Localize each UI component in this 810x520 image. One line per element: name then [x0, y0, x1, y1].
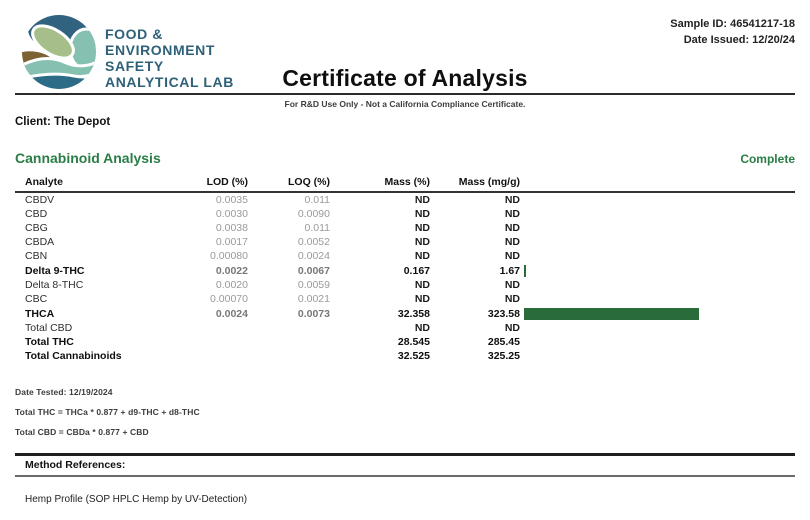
- lod-value: 0.0022: [215, 264, 248, 277]
- lod-value: 0.0035: [215, 194, 248, 207]
- table-row: [15, 306, 795, 321]
- analyte-name: Delta 8-THC: [25, 279, 84, 292]
- mass-bar-cell: [520, 249, 795, 263]
- analyte-name: CBC: [25, 293, 48, 306]
- mass-mgg-value: ND: [504, 279, 520, 292]
- lod-value: [185, 349, 248, 363]
- table-row: [15, 335, 795, 349]
- mass-mgg-value: ND: [504, 194, 520, 207]
- table-row: [15, 321, 795, 335]
- mass-mgg-value: ND: [504, 236, 520, 249]
- mass-bar-cell: [520, 292, 795, 306]
- mass-pct-value: ND: [414, 250, 430, 263]
- date-issued: Date Issued: 12/20/24: [683, 34, 795, 46]
- lod-value: [185, 321, 248, 335]
- analyte-name: CBG: [25, 222, 48, 235]
- mass-pct-value: ND: [414, 208, 430, 221]
- loq-value: 0.0059: [297, 279, 330, 292]
- mass-bar-cell: [520, 263, 795, 278]
- lod-value: [185, 335, 248, 349]
- mass-bar-cell: [520, 192, 795, 207]
- compliance-note: For R&D Use Only - Not a California Compliance Certificate.: [284, 99, 526, 109]
- mass-pct-value: ND: [414, 222, 430, 235]
- mass-mgg-value: 323.58: [487, 307, 520, 320]
- lab-name-line: SAFETY: [105, 58, 164, 74]
- loq-value: 0.0073: [297, 307, 330, 320]
- table-row: [15, 235, 795, 249]
- mass-bar-cell: [520, 221, 795, 235]
- mass-pct-value: ND: [414, 293, 430, 306]
- footnotes: [15, 387, 795, 437]
- table-header-row: [15, 176, 795, 192]
- lod-value: 0.0017: [215, 236, 248, 249]
- loq-value: 0.0052: [297, 236, 330, 249]
- loq-value: 0.0021: [297, 293, 330, 306]
- mass-mgg-value: 285.45: [487, 336, 520, 349]
- mass-mgg-value: 325.25: [487, 350, 520, 363]
- analyte-table-body: [15, 192, 795, 363]
- method-reference-item: Hemp Profile (SOP HPLC Hemp by UV-Detection): [25, 494, 248, 506]
- mass-pct-value: 0.167: [403, 264, 430, 277]
- loq-value: 0.011: [304, 222, 330, 235]
- loq-value: 0.0024: [297, 250, 330, 263]
- mass-bar: [524, 308, 699, 320]
- loq-value: [248, 321, 330, 335]
- lod-value: 0.0024: [215, 307, 248, 320]
- total-cbd-formula-note: Total CBD = CBDa * 0.877 + CBD: [15, 427, 149, 438]
- header: [15, 0, 795, 95]
- lod-value: 0.00070: [210, 293, 248, 306]
- loq-value: 0.0090: [297, 208, 330, 221]
- mass-mgg-value: ND: [504, 208, 520, 221]
- lab-name-line: ANALYTICAL LAB: [105, 74, 234, 90]
- section-header: [15, 150, 795, 166]
- loq-value: 0.0067: [297, 264, 330, 277]
- table-row: [15, 263, 795, 278]
- lod-value: 0.0020: [215, 279, 248, 292]
- date-tested-note: Date Tested: 12/19/2024: [15, 387, 113, 398]
- mass-bar-cell: [520, 335, 795, 349]
- mass-pct-value: ND: [414, 236, 430, 249]
- method-references-header: Method References:: [15, 453, 795, 477]
- client-line: Client: The Depot: [15, 116, 111, 128]
- analyte-name: Delta 9-THC: [25, 264, 85, 277]
- mass-pct-value: ND: [414, 194, 430, 207]
- table-row: [15, 221, 795, 235]
- analyte-name: THCA: [25, 307, 55, 320]
- lab-name-line: ENVIRONMENT: [105, 42, 216, 58]
- mass-pct-value: 32.358: [397, 307, 430, 320]
- mass-bar-cell: [520, 278, 795, 292]
- loq-value: [248, 349, 330, 363]
- table-row: [15, 249, 795, 263]
- analyte-name: CBDV: [25, 194, 55, 207]
- mass-bar: [524, 265, 526, 277]
- lab-name-line: FOOD &: [105, 26, 164, 42]
- col-header-mass-pct: Mass (%): [330, 176, 430, 192]
- analyte-name: CBD: [25, 208, 48, 221]
- mass-mgg-value: ND: [504, 293, 520, 306]
- analyte-name: CBDA: [25, 236, 55, 249]
- mass-mgg-value: ND: [504, 322, 520, 335]
- mass-bar-cell: [520, 321, 795, 335]
- analyte-name: Total THC: [25, 336, 74, 349]
- mass-pct-value: 28.545: [397, 336, 430, 349]
- analyte-table: [15, 176, 795, 363]
- mass-mgg-value: ND: [504, 250, 520, 263]
- analyte-name: Total Cannabinoids: [25, 350, 122, 363]
- table-row: [15, 207, 795, 221]
- col-header-analyte: Analyte: [15, 176, 185, 192]
- total-thc-formula-note: Total THC = THCa * 0.877 + d9-THC + d8-THC: [15, 407, 200, 418]
- section-title: Cannabinoid Analysis: [15, 150, 161, 166]
- lod-value: 0.0030: [215, 208, 248, 221]
- loq-value: [248, 335, 330, 349]
- mass-bar-cell: [520, 306, 795, 321]
- sample-id: Sample ID: 46541217-18: [670, 18, 795, 30]
- table-row: [15, 278, 795, 292]
- mass-mgg-value: ND: [504, 222, 520, 235]
- page-title: Certificate of Analysis: [282, 65, 528, 91]
- mass-pct-value: ND: [414, 322, 430, 335]
- mass-pct-value: ND: [414, 279, 430, 292]
- mass-pct-value: 32.525: [397, 350, 430, 363]
- analyte-name: Total CBD: [25, 322, 73, 335]
- table-row: [15, 192, 795, 207]
- col-header-mass-mgg: Mass (mg/g): [430, 176, 520, 192]
- col-header-bar: [520, 176, 795, 192]
- sample-meta: [670, 16, 795, 48]
- loq-value: 0.011: [304, 194, 330, 207]
- analyte-name: CBN: [25, 250, 48, 263]
- table-row: [15, 349, 795, 363]
- col-header-lod: LOD (%): [185, 176, 248, 192]
- mass-bar-cell: [520, 235, 795, 249]
- table-row: [15, 292, 795, 306]
- lod-value: 0.0038: [215, 222, 248, 235]
- col-header-loq: LOQ (%): [248, 176, 330, 192]
- mass-bar-cell: [520, 349, 795, 363]
- lod-value: 0.00080: [210, 250, 248, 263]
- mass-mgg-value: 1.67: [499, 264, 520, 277]
- mass-bar-cell: [520, 207, 795, 221]
- status-badge: Complete: [740, 152, 795, 166]
